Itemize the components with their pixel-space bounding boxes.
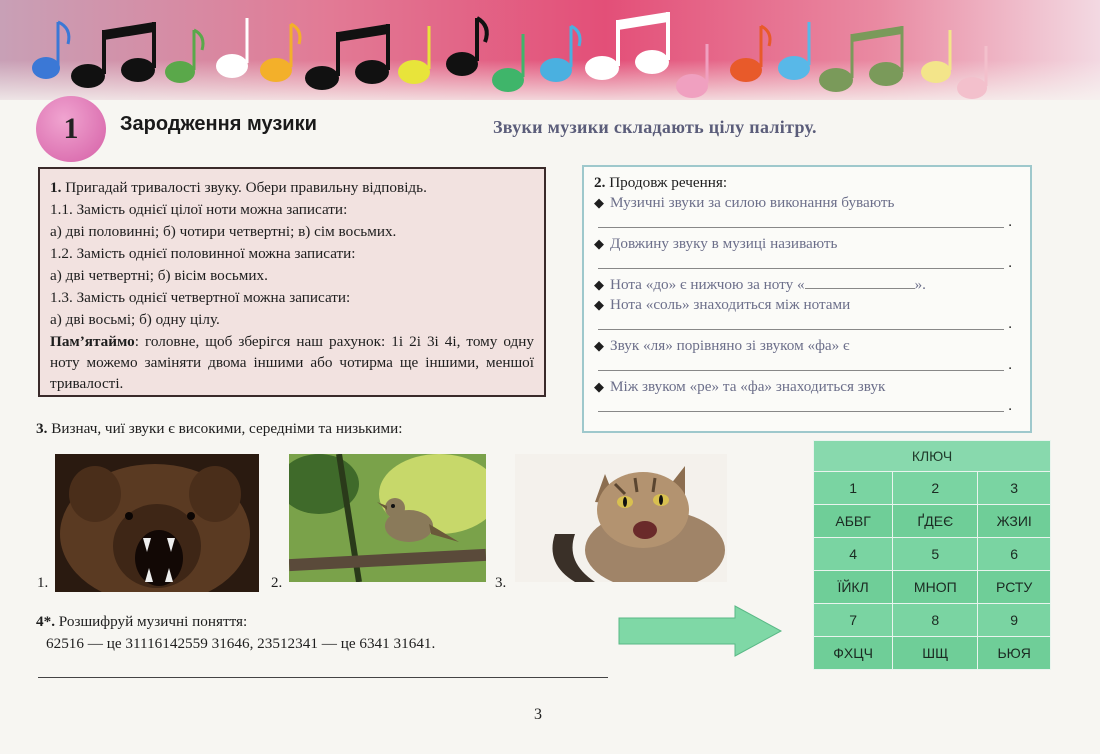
answer-line-5[interactable] (598, 370, 1004, 371)
diamond-bullet-icon: ◆ (594, 236, 604, 251)
answer-line-6[interactable] (598, 411, 1004, 412)
arrow-right-icon (617, 604, 783, 658)
key-letters: МНОП (893, 571, 978, 604)
key-num: 5 (893, 538, 978, 571)
note-icon (398, 26, 430, 84)
key-num: 7 (814, 604, 893, 637)
task4-code-line: 62516 — це 31116142559 31646, 23512341 — це 6341 31641. (46, 635, 436, 652)
answer-blank-3[interactable] (805, 276, 915, 289)
task1-number: 1. (50, 179, 62, 196)
task1-answers-1-2[interactable]: а) дві четвертні; б) вісім восьмих. (50, 267, 268, 284)
task1-box (38, 167, 546, 397)
sentence-4 (594, 295, 1020, 315)
diamond-bullet-icon: ◆ (594, 379, 604, 394)
note-icon (32, 22, 69, 79)
task2-heading-text: Продовж речення: (605, 174, 728, 191)
diamond-bullet-icon: ◆ (594, 195, 604, 210)
note-icon (957, 46, 987, 99)
memo-label: Пам’ятаймо (50, 333, 135, 350)
beamed-notes-icon (585, 12, 669, 80)
task1-question-1-2: 1.2. Замість однієї половинної можна записати: (50, 245, 356, 262)
key-num: 3 (978, 472, 1051, 505)
sentence-2-text: Довжину звуку в музиці називають (610, 235, 838, 252)
answer-line-1[interactable] (598, 227, 1004, 228)
sentence-6 (594, 377, 1020, 397)
note-icon (492, 34, 524, 92)
sentence-1-text: Музичні звуки за силою виконання бувають (610, 194, 895, 211)
key-letters: ҐДЕЄ (893, 505, 978, 538)
sentence-2 (594, 234, 1020, 254)
note-icon (921, 30, 951, 83)
photo-label-2: 2. (271, 575, 283, 591)
lesson-number: 1 (63, 112, 79, 145)
sentence-5 (594, 336, 1020, 356)
answer-line-4[interactable] (598, 329, 1004, 330)
sentence-4-text: Нота «соль» знаходиться між нотами (610, 296, 851, 313)
task1-question-1-1: 1.1. Замість однієї цілої ноти можна записати: (50, 201, 348, 218)
key-title: КЛЮЧ (814, 441, 1051, 472)
key-letters: ШЩ (893, 637, 978, 670)
task3-heading (36, 420, 402, 438)
cat-photo (515, 454, 727, 592)
task4-number: 4*. (36, 613, 55, 630)
bird-photo (289, 454, 486, 592)
note-icon (540, 26, 580, 82)
task2-box (582, 165, 1032, 433)
memo-note (50, 331, 534, 394)
sentence-5-text: Звук «ля» порівняно зі звуком «фа» є (610, 337, 850, 354)
beamed-notes-icon (71, 22, 155, 88)
diamond-bullet-icon: ◆ (594, 277, 604, 292)
note-icon (165, 30, 203, 83)
sentence-1 (594, 193, 1020, 213)
beamed-notes-icon (305, 24, 389, 90)
key-letters: РСТУ (978, 571, 1051, 604)
note-icon (260, 24, 300, 82)
key-num: 1 (814, 472, 893, 505)
task1-question-1-3: 1.3. Замість однієї четвертної можна записати: (50, 289, 351, 306)
cipher-key-table (813, 440, 1051, 670)
task2-heading (594, 173, 1020, 193)
photo-label-3: 3. (495, 575, 507, 591)
key-num: 9 (978, 604, 1051, 637)
sentence-6-text: Між звуком «ре» та «фа» знаходиться звук (610, 378, 886, 395)
task1-answers-1-3[interactable]: а) дві восьмі; б) одну цілу. (50, 311, 220, 328)
task1-heading (50, 177, 534, 199)
lesson-title: Зародження музики (120, 113, 317, 135)
page-number: 3 (534, 706, 542, 723)
key-letters: ЖЗИІ (978, 505, 1051, 538)
lesson-number-badge (36, 96, 106, 162)
answer-line-2[interactable] (598, 268, 1004, 269)
bear-photo (55, 454, 259, 592)
diamond-bullet-icon: ◆ (594, 338, 604, 353)
beamed-notes-icon (819, 26, 903, 92)
task4-heading-text: Розшифруй музичні поняття: (54, 613, 248, 630)
task1-answers-1-1[interactable]: а) дві половинні; б) чотири четвертні; в) сім восьмих. (50, 223, 397, 240)
task4-heading (36, 611, 435, 633)
lesson-subtitle: Звуки музики складають цілу палітру. (493, 117, 817, 137)
key-num: 8 (893, 604, 978, 637)
memo-text: : головне, щоб зберігся наш рахунок: 1і 2і 3і 4і, тому одну ноту можемо заміняти двома іншими або чотирма ще іншими, меншої тривалості. (50, 333, 534, 392)
task1-heading-text: Пригадай тривалості звуку. Обери правильну відповідь. (61, 179, 427, 196)
note-icon (446, 18, 487, 76)
task3-number: 3. (36, 420, 48, 437)
key-num: 6 (978, 538, 1051, 571)
diamond-bullet-icon: ◆ (594, 297, 604, 312)
note-icon (778, 22, 810, 80)
sentence-3-end: ». (914, 276, 926, 293)
photo-label-1: 1. (37, 575, 49, 591)
task4-answer-line[interactable] (38, 677, 608, 678)
task2-number: 2. (594, 174, 606, 191)
sentence-3-text: Нота «до» є нижчою за ноту « (610, 276, 805, 293)
note-icon (730, 26, 770, 82)
note-icon (676, 44, 708, 98)
key-letters: АБВГ (814, 505, 893, 538)
key-letters: ЬЮЯ (978, 637, 1051, 670)
task4 (36, 611, 435, 655)
task3-heading-text: Визнач, чиї звуки є високими, середніми та низькими: (47, 420, 403, 437)
key-num: 2 (893, 472, 978, 505)
key-letters: ФХЦЧ (814, 637, 893, 670)
music-notes-decoration (0, 0, 1100, 110)
key-num: 4 (814, 538, 893, 571)
note-icon (216, 18, 248, 78)
sentence-3 (594, 275, 1020, 295)
key-letters: ЇЙКЛ (814, 571, 893, 604)
